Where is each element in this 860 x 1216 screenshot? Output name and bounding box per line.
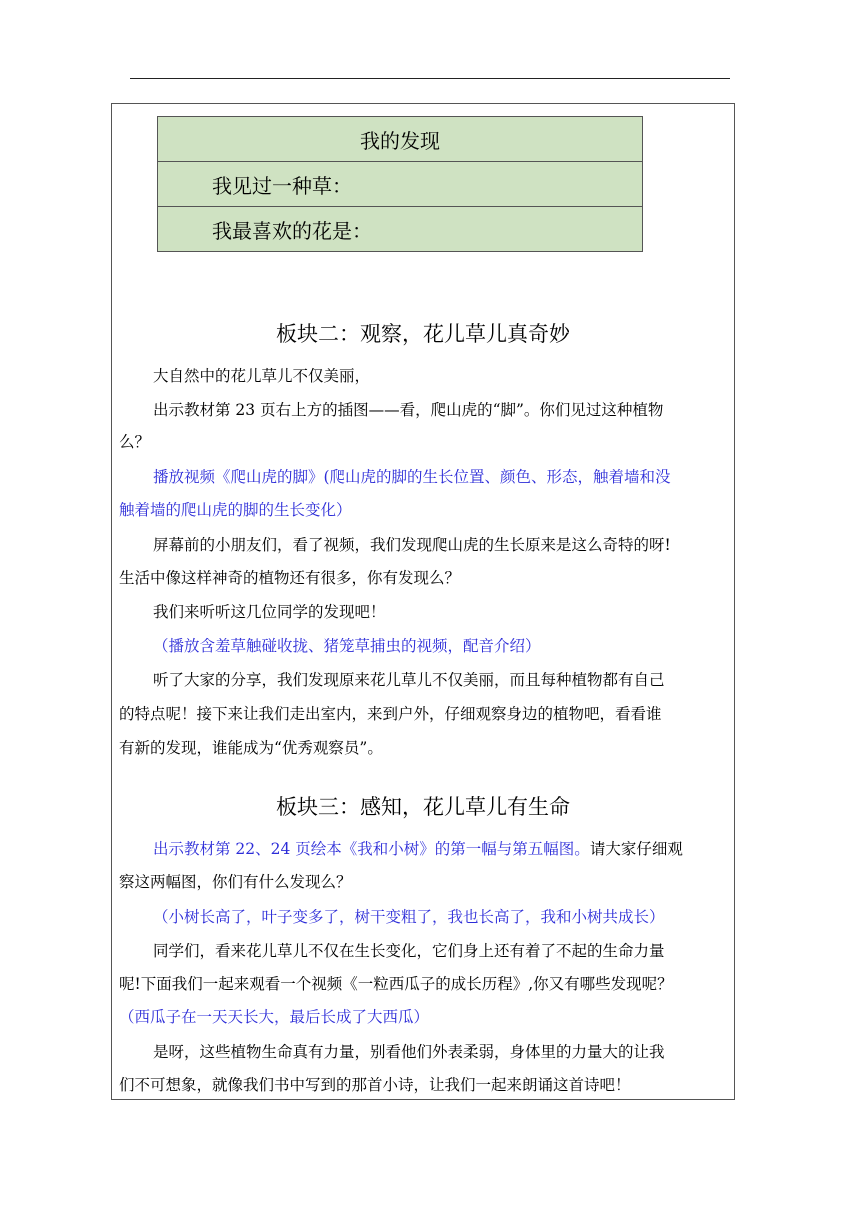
s2-para4-line1: 屏幕前的小朋友们，看了视频，我们发现爬山虎的生长原来是这么奇特的呀! — [153, 536, 671, 554]
s2-para6: （播放含羞草触碰收拢、猪笼草捕虫的视频，配音介绍） — [153, 637, 541, 655]
s2-para7-line1: 听了大家的分享，我们发现原来花儿草儿不仅美丽，而且每种植物都有自己 — [153, 671, 665, 689]
s2-para7-line2: 的特点呢！接下来让我们走出室内，来到户外，仔细观察身边的植物吧，看看谁 — [119, 705, 662, 723]
s2-para7-line3: 有新的发现，谁能成为“优秀观察员”。 — [119, 739, 383, 757]
discovery-table-title: 我的发现 — [158, 117, 643, 162]
s2-para1: 大自然中的花儿草儿不仅美丽， — [153, 367, 371, 385]
s2-para2-line1: 出示教材第 23 页右上方的插图——看，爬山虎的“脚”。你们见过这种植物 — [153, 401, 664, 419]
s3-para1-line1 — [153, 838, 683, 860]
s2-para3-line2: 触着墙的爬山虎的脚的生长变化） — [119, 501, 352, 519]
s3-para3-line2: 呢!下面我们一起来观看一个视频《一粒西瓜子的成长历程》,你又有哪些发现呢？ — [119, 975, 673, 993]
s3-para1-line2: 察这两幅图，你们有什么发现么？ — [119, 873, 352, 891]
s2-para2-line2: 么？ — [119, 433, 151, 451]
s3-para5-line2: 们不可想象，就像我们书中写到的那首小诗，让我们一起来朗诵这首诗吧！ — [119, 1076, 631, 1094]
s2-para4-line2: 生活中像这样神奇的植物还有很多，你有发现么？ — [119, 569, 461, 587]
s3-para1-black: 请大家仔细观 — [589, 840, 683, 858]
s3-para1-blue: 出示教材第 22、24 页绘本《我和小树》的第一幅与第五幅图。 — [153, 840, 590, 858]
s3-para3-line1: 同学们，看来花儿草儿不仅在生长变化，它们身上还有着了不起的生命力量 — [153, 942, 665, 960]
s3-para5-line1: 是呀，这些植物生命真有力量，别看他们外表柔弱，身体里的力量大的让我 — [153, 1043, 665, 1061]
s2-para3-line1: 播放视频《爬山虎的脚》(爬山虎的脚的生长位置、颜色、形态，触着墙和没 — [153, 468, 671, 486]
discovery-table — [157, 116, 643, 252]
discovery-table-row-flower: 我最喜欢的花是： — [158, 207, 643, 252]
s3-para4: （西瓜子在一天天长大，最后长成了大西瓜） — [119, 1008, 430, 1026]
discovery-table-row-grass: 我见过一种草： — [158, 162, 643, 207]
header-rule — [130, 78, 730, 79]
section2-title: 板块二：观察，花儿草儿真奇妙 — [276, 322, 570, 346]
s2-para5: 我们来听听这几位同学的发现吧！ — [153, 603, 386, 621]
section3-title: 板块三：感知，花儿草儿有生命 — [276, 795, 570, 819]
s3-para2: （小树长高了，叶子变多了，树干变粗了，我也长高了，我和小树共成长） — [153, 908, 665, 926]
